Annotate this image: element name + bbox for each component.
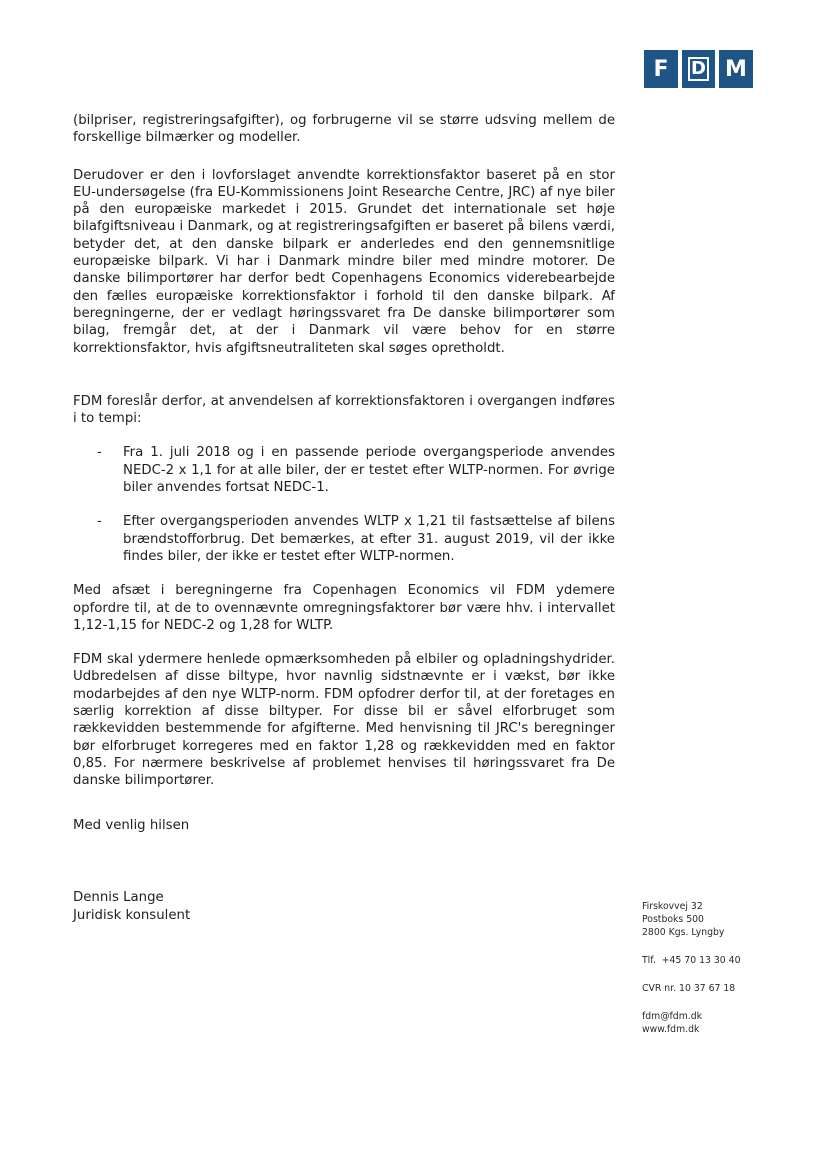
logo-letter-d-box [682, 50, 715, 88]
bullet-dash: - [97, 514, 102, 530]
signer-title: Juridisk konsulent [73, 908, 191, 923]
contact-info [642, 900, 740, 1036]
letter-body [73, 112, 615, 834]
logo-letter-d: D [688, 57, 709, 81]
closing-greeting: Med venlig hilsen [73, 817, 190, 833]
paragraph-1: (bilpriser, registreringsafgifter), og forbrugerne vil se større udsving mellem de forskellige bilmærker og modeller. [73, 113, 615, 146]
proposal-list [73, 444, 615, 565]
address-city: 2800 Kgs. Lyngby [642, 927, 725, 938]
bullet-dash: - [97, 445, 102, 461]
paragraph-4: Med afsæt i beregningerne fra Copenhagen Economics vil FDM ydemere opfordre til, at de to ovennævnte omregningsfaktorer bør være hhv. i intervallet 1,12-1,15 for NEDC-2 og 1,28 for WLTP. [73, 583, 615, 633]
list-item [73, 513, 615, 565]
logo-letter-m: M [719, 50, 753, 88]
paragraph-3: FDM foreslår derfor, at anvendelsen af korrektionsfaktoren i overgangen indføres i to tempi: [73, 393, 615, 427]
signature-block [73, 889, 190, 925]
website: www.fdm.dk [642, 1024, 700, 1035]
paragraph-2: Derudover er den i lovforslaget anvendte korrektionsfaktor baseret på en stor EU-undersøgelse (fra EU-Kommissionens Joint Researche Centre, JRC) af nye biler på den europæiske markedet i 2015. Grundet det internationale set høje bilafgiftsniveau i Danmark, og at registreringsafgiften er baseret på bilens værdi, betyder det, at den danske bilpark er anderledes end den gennemsnitlige europæiske bilpark. Vi har i Danmark mindre biler med mindre motorer. De danske bilimportører har derfor bedt Copenhagens Economics viderebearbejde den fælles europæiske korrektionsfaktor i forhold til den danske bilpark. Af beregningerne, der er vedlagt høringssvaret fra De danske bilimportører som bilag, fremgår det, at der i Danmark vil være behov for en større korrektionsfaktor, hvis afgiftsneutraliteten skal søges opretholdt. [73, 167, 615, 356]
cvr-number: CVR nr. 10 37 67 18 [642, 983, 736, 994]
phone-number: Tlf. +45 70 13 30 40 [642, 955, 741, 966]
list-item-text: Fra 1. juli 2018 og i en passende periode overgangsperiode anvendes NEDC-2 x 1,1 for at alle biler, der er testet efter WLTP-normen. For øvrige biler anvendes fortsat NEDC-1. [123, 445, 615, 496]
address-pobox: Postboks 500 [642, 914, 704, 925]
list-item [73, 444, 615, 496]
list-item-text: Efter overgangsperioden anvendes WLTP x 1,21 til fastsættelse af bilens brændstofforbrug. Det bemærkes, at efter 31. august 2019, vil der ikke findes biler, der ikke er testet efter WLTP-normen. [123, 514, 615, 564]
email-address: fdm@fdm.dk [642, 1011, 702, 1022]
fdm-logo [644, 50, 753, 88]
paragraph-5: FDM skal ydermere henlede opmærksomheden på elbiler og opladningshydrider. Udbredelsen af disse biltype, hvor navnlig sidstnævnte er i vækst, bør ikke modarbejdes af den nye WLTP-norm. FDM opfodrer derfor til, at der foretages en særlig korrektion af disse biltyper. For disse bil er såvel elforbruget som rækkevidden bestemmende for afgifterne. Med henvisning til JRC's beregninger bør elforbruget korregeres med en faktor 1,28 og rækkevidden med en faktor 0,85. For nærmere beskrivelse af problemet henvises til høringssvaret fra De danske bilimportører. [73, 652, 615, 789]
address-street: Firskovvej 32 [642, 901, 703, 912]
signer-name: Dennis Lange [73, 890, 164, 905]
logo-letter-f: F [644, 50, 678, 88]
